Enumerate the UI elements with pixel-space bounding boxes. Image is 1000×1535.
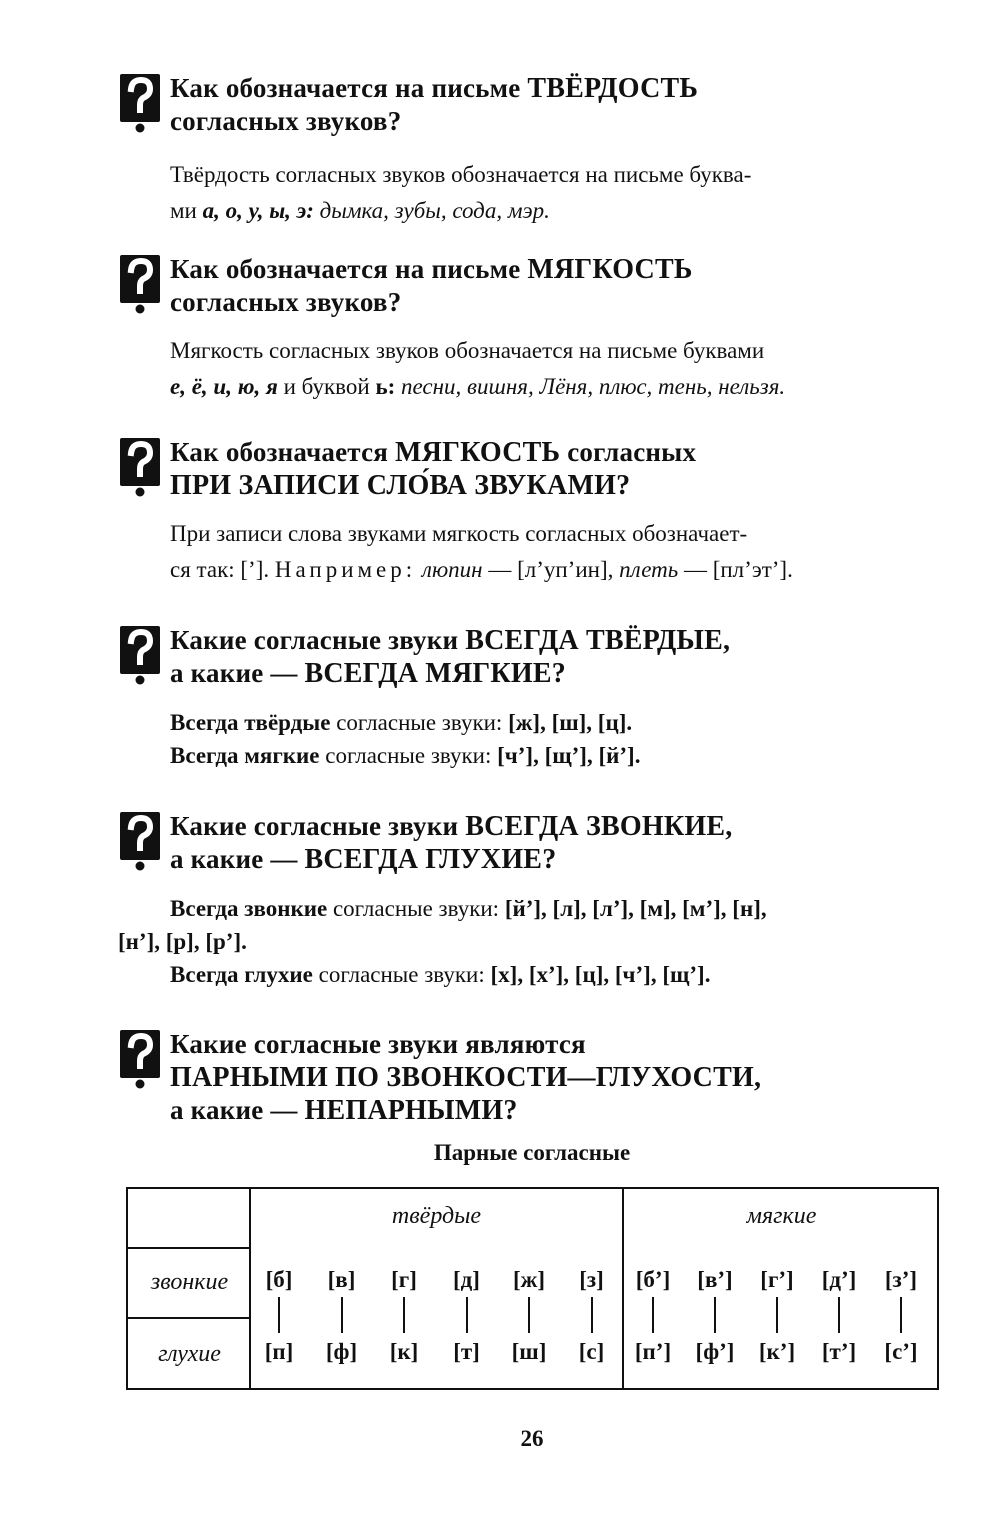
question-title: Как обозначается МЯГКОСТЬ согласных ПРИ ЗАПИСИ СЛО́ВА ЗВУКАМИ? [170, 437, 697, 501]
column-header-soft: мягкие [746, 1203, 817, 1229]
consonant-cell: [к] [389, 1339, 419, 1364]
page-number: 26 [520, 1426, 544, 1451]
section-softness [118, 253, 948, 405]
column-header-hard: твёрдые [391, 1203, 482, 1229]
answer-text: Мягкость согласных звуков обозначается на письме буквами е, ё, и, ю, я и буквой ь: песни, вишня, Лёня, плюс, тень, нельзя. [170, 338, 786, 399]
row-label-voiceless: глухие [158, 1341, 221, 1367]
question-title: Какие согласные звуки ВСЕГДА ЗВОНКИЕ, а какие — ВСЕГДА ГЛУХИЕ? [170, 811, 733, 875]
table-divider [128, 1247, 251, 1249]
table-divider [128, 1317, 251, 1319]
consonant-cell: [в] [327, 1267, 356, 1292]
consonant-cell: [ф] [325, 1339, 358, 1364]
question-mark-icon [118, 1028, 162, 1090]
answer-text: Всегда звонкие согласные звуки: [й’], [л], [л’], [м], [м’], [н], [н’], [р], [р’]. Всегда глухие согласные звуки: [х], [х’], [ц], [ч’], [щ’]. [118, 896, 767, 987]
pair-connector [900, 1297, 902, 1333]
question-title: Как обозначается на письме ТВЁРДОСТЬ согласных звуков? [170, 73, 699, 136]
answer-text: При записи слова звуками мягкость согласных обозначает- ся так: [’]. Например: люпин — [л’уп’ин], плеть — [пл’эт’]. [170, 521, 793, 582]
question-mark-icon [118, 624, 162, 686]
pair-connector [466, 1297, 468, 1333]
consonant-cell: [ф’] [695, 1339, 735, 1364]
consonant-cell: [з’] [884, 1267, 918, 1292]
section-paired-consonants [118, 1028, 948, 1127]
pair-connector [278, 1297, 280, 1333]
consonant-cell: [б’] [635, 1267, 671, 1292]
question-title: Как обозначается на письме МЯГКОСТЬ согласных звуков? [170, 254, 693, 317]
consonant-cell: [к’] [758, 1339, 796, 1364]
question-title: Какие согласные звуки ВСЕГДА ТВЁРДЫЕ, а какие — ВСЕГДА МЯГКИЕ? [170, 625, 731, 689]
consonant-cell: [б] [265, 1267, 293, 1292]
section-always-hard-soft [118, 624, 948, 772]
section-hardness [118, 72, 948, 229]
question-mark-icon [118, 810, 162, 872]
consonant-cell: [д’] [821, 1267, 857, 1292]
consonant-cell: [п’] [634, 1339, 672, 1364]
consonant-cell: [ж] [513, 1267, 545, 1292]
consonant-cell: [п] [264, 1339, 294, 1364]
question-title: Какие согласные звуки являются ПАРНЫМИ ПО ЗВОНКОСТИ—ГЛУХОСТИ, а какие — НЕПАРНЫМИ? [170, 1029, 762, 1126]
consonant-cell: [с] [578, 1339, 605, 1364]
row-label-voiced: звонкие [150, 1269, 229, 1295]
answer-text: Всегда твёрдые согласные звуки: [ж], [ш], [ц]. Всегда мягкие согласные звуки: [ч’], [щ’], [й’]. [170, 710, 641, 768]
pair-connector [652, 1297, 654, 1333]
consonant-cell: [г’] [760, 1267, 794, 1292]
consonant-cell: [ш] [511, 1339, 547, 1364]
question-mark-icon [118, 436, 162, 498]
pair-connector [838, 1297, 840, 1333]
answer-text: Твёрдость согласных звуков обозначается на письме буква- ми а, о, у, ы, э: дымка, зубы, сода, мэр. [170, 162, 752, 223]
table-caption: Парные согласные [433, 1140, 631, 1165]
question-mark-icon [118, 253, 162, 315]
paired-consonants-table [126, 1187, 939, 1390]
section-always-voiced-voiceless [118, 810, 948, 991]
question-mark-icon [118, 72, 162, 134]
consonant-cell: [в’] [697, 1267, 733, 1292]
consonant-cell: [з] [579, 1267, 604, 1292]
pair-connector [776, 1297, 778, 1333]
pair-connector [714, 1297, 716, 1333]
pair-connector [403, 1297, 405, 1333]
consonant-cell: [д] [453, 1267, 480, 1292]
consonant-cell: [с’] [884, 1339, 918, 1364]
pair-connector [591, 1297, 593, 1333]
section-softness-transcription [118, 436, 948, 588]
pair-connector [528, 1297, 530, 1333]
consonant-cell: [т] [453, 1339, 480, 1364]
consonant-cell: [т’] [821, 1339, 857, 1364]
consonant-cell: [г] [391, 1267, 417, 1292]
pair-connector [341, 1297, 343, 1333]
